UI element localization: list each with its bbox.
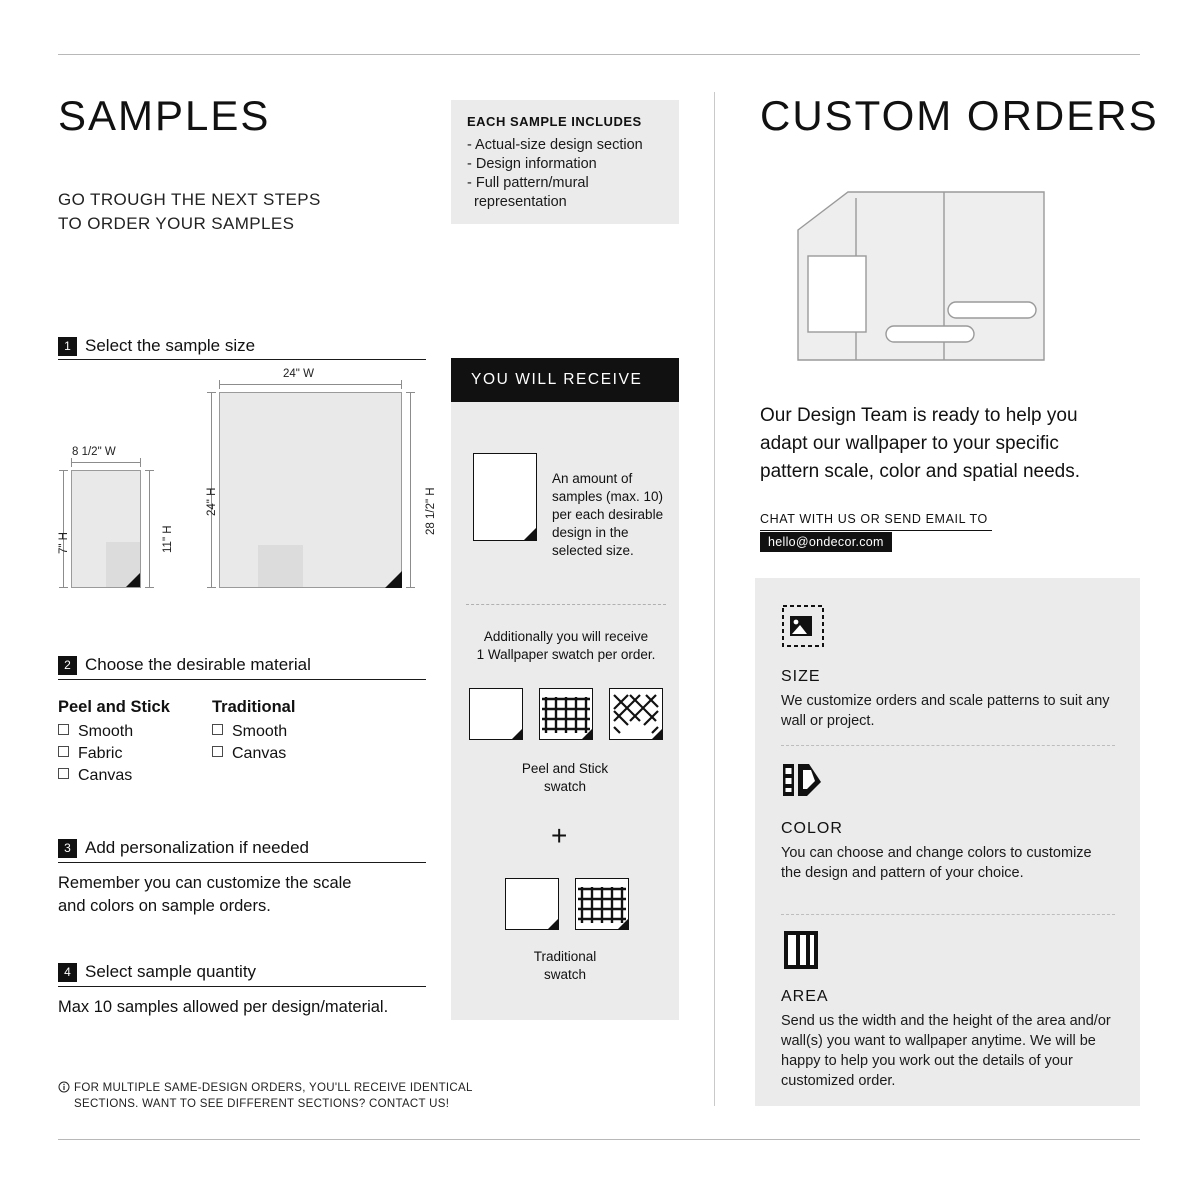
checkbox-icon[interactable] xyxy=(212,724,223,735)
feature-area xyxy=(781,988,1115,1091)
step-1-header xyxy=(58,336,255,356)
bottom-divider xyxy=(58,1139,1140,1140)
step-3-body xyxy=(58,872,428,918)
list-item: - Actual-size design section xyxy=(467,137,643,153)
dim-line-outer-height xyxy=(410,392,411,588)
swatch-corner-fold xyxy=(651,728,663,740)
room-illustration xyxy=(758,190,1058,375)
color-palette-icon xyxy=(781,758,825,807)
swatch-corner-fold xyxy=(581,728,593,740)
checkbox-peel-fabric[interactable] xyxy=(58,745,122,763)
samples-subtitle-line1: GO TROUGH THE NEXT STEPS xyxy=(58,190,321,209)
each-sample-list xyxy=(467,136,663,212)
dim-line-small-top xyxy=(71,462,141,463)
dim-tick xyxy=(145,470,154,471)
chat-underline xyxy=(760,530,992,531)
step-4-body: Max 10 samples allowed per design/material. xyxy=(58,998,389,1016)
additional-note-line2: 1 Wallpaper swatch per order. xyxy=(476,647,656,662)
additional-swatch-note xyxy=(466,628,666,664)
feature-body: Send us the width and the height of the area and/or wall(s) you want to wallpaper anytime. We will be happy to help you work out the details of your customized order. xyxy=(781,1013,1111,1089)
dim-tick xyxy=(59,470,68,471)
panel-separator xyxy=(466,604,666,605)
feature-body: You can choose and change colors to customize the design and pattern of your choice. xyxy=(781,845,1092,881)
large-sample-corner-fold xyxy=(385,571,402,588)
samples-subtitle xyxy=(58,188,321,236)
step-label: Select sample quantity xyxy=(85,962,257,981)
checkbox-label: Smooth xyxy=(232,723,288,740)
step-3-underline xyxy=(58,862,426,863)
material-group-peel-and-stick-heading: Peel and Stick xyxy=(58,698,170,716)
checkbox-peel-canvas[interactable] xyxy=(58,767,132,785)
image-frame-icon xyxy=(781,604,825,653)
checkbox-label: Fabric xyxy=(78,745,123,762)
step-3-body-line1: Remember you can customize the scale xyxy=(58,874,352,892)
step-number: 4 xyxy=(58,963,77,982)
custom-orders-body: Our Design Team is ready to help you adapt our wallpaper to your specific pattern scale, color and spatial needs. xyxy=(760,405,1081,482)
checkbox-icon[interactable] xyxy=(58,724,69,735)
each-sample-heading: EACH SAMPLE INCLUDES xyxy=(467,114,642,129)
checkbox-label: Canvas xyxy=(78,767,133,784)
dim-tick xyxy=(59,587,68,588)
additional-note-line1: Additionally you will receive xyxy=(483,629,649,644)
dim-label-small-height: 7" H xyxy=(58,532,70,554)
material-group-traditional-heading: Traditional xyxy=(212,698,296,716)
step-number: 1 xyxy=(58,337,77,356)
large-sample-rect xyxy=(219,392,402,588)
wall-area-icon xyxy=(781,928,825,977)
dim-label-small-width: 8 1/2" W xyxy=(72,446,116,458)
step-1-underline xyxy=(58,359,426,360)
dim-tick xyxy=(207,587,216,588)
checkbox-icon[interactable] xyxy=(212,746,223,757)
step-label: Choose the desirable material xyxy=(85,655,311,674)
dim-line-top xyxy=(219,384,402,385)
checkbox-traditional-canvas[interactable] xyxy=(212,745,286,763)
step-4-underline xyxy=(58,986,426,987)
checkbox-traditional-smooth[interactable] xyxy=(212,723,287,741)
caption-line2: swatch xyxy=(543,967,587,982)
step-2-underline xyxy=(58,679,426,680)
dim-tick xyxy=(207,392,216,393)
dim-label-small-outer-height: 11" H xyxy=(162,525,174,553)
checkbox-peel-smooth[interactable] xyxy=(58,723,133,741)
traditional-swatch-caption xyxy=(451,948,679,984)
list-item xyxy=(467,193,663,212)
dim-label-big-outer-height: 28 1/2" H xyxy=(425,487,437,535)
dim-line-small-outer-height xyxy=(149,470,150,588)
dim-tick xyxy=(140,458,141,467)
amount-description: An amount of samples (max. 10) per each desirable design in the selected size. xyxy=(552,471,664,558)
dim-tick xyxy=(401,380,402,389)
caption-line2: swatch xyxy=(543,779,587,794)
dim-tick xyxy=(71,458,72,467)
column-divider xyxy=(714,92,715,1106)
feature-separator xyxy=(781,745,1115,746)
step-label: Select the sample size xyxy=(85,336,256,355)
sample-size-diagram xyxy=(58,368,437,620)
checkbox-icon[interactable] xyxy=(58,746,69,757)
large-sample-inner-swatch xyxy=(258,545,303,587)
step-label: Add personalization if needed xyxy=(85,838,309,857)
step-2-header xyxy=(58,655,311,675)
custom-orders-title: CUSTOM ORDERS xyxy=(760,92,1159,139)
samples-subtitle-line2: TO ORDER YOUR SAMPLES xyxy=(58,214,295,233)
dim-label-big-width: 24" W xyxy=(283,368,314,380)
you-will-receive-heading: YOU WILL RECEIVE xyxy=(451,358,679,402)
top-divider xyxy=(58,54,1140,55)
dim-tick xyxy=(406,392,415,393)
feature-color xyxy=(781,820,1115,883)
swatch-corner-fold xyxy=(617,918,629,930)
chat-label: CHAT WITH US OR SEND EMAIL TO xyxy=(760,512,988,526)
email-link[interactable]: hello@ondecor.com xyxy=(760,532,892,552)
feature-title: SIZE xyxy=(781,668,821,685)
plus-sign: + xyxy=(551,820,568,851)
dim-tick xyxy=(406,587,415,588)
checkbox-icon[interactable] xyxy=(58,768,69,779)
list-item: - Full pattern/mural xyxy=(467,175,589,191)
dim-label-big-height: 24" H xyxy=(206,487,218,516)
caption-line1: Traditional xyxy=(533,949,597,964)
feature-separator xyxy=(781,914,1115,915)
checkbox-label: Canvas xyxy=(232,745,287,762)
small-sample-corner-fold xyxy=(126,573,140,587)
step-number: 3 xyxy=(58,839,77,858)
samples-title: SAMPLES xyxy=(58,92,271,139)
step-3-body-line2: and colors on sample orders. xyxy=(58,897,271,915)
checkbox-label: Smooth xyxy=(78,723,134,740)
dim-tick xyxy=(219,380,220,389)
list-item-continuation: representation xyxy=(474,194,567,210)
feature-body: We customize orders and scale patterns to suit any wall or project. xyxy=(781,693,1110,729)
dim-line-small-height xyxy=(63,470,64,588)
each-sample-includes-box xyxy=(451,100,679,224)
feature-title: COLOR xyxy=(781,820,843,837)
list-item: - Design information xyxy=(467,156,597,172)
dim-tick xyxy=(145,587,154,588)
info-icon xyxy=(58,1081,70,1098)
sample-sheet-corner-fold xyxy=(523,527,537,541)
step-3-header xyxy=(58,838,309,858)
swatch-corner-fold xyxy=(511,728,523,740)
peel-and-stick-swatch-caption xyxy=(451,760,679,796)
footnote-line1: FOR MULTIPLE SAME-DESIGN ORDERS, YOU'LL RECEIVE IDENTICAL xyxy=(74,1082,473,1094)
footnote xyxy=(58,1080,538,1112)
caption-line1: Peel and Stick xyxy=(521,761,609,776)
footnote-line2: SECTIONS. WANT TO SEE DIFFERENT SECTIONS? CONTACT US! xyxy=(74,1098,450,1110)
swatch-corner-fold xyxy=(547,918,559,930)
step-4-header xyxy=(58,962,256,982)
feature-size xyxy=(781,668,1115,731)
feature-title: AREA xyxy=(781,988,829,1005)
step-number: 2 xyxy=(58,656,77,675)
